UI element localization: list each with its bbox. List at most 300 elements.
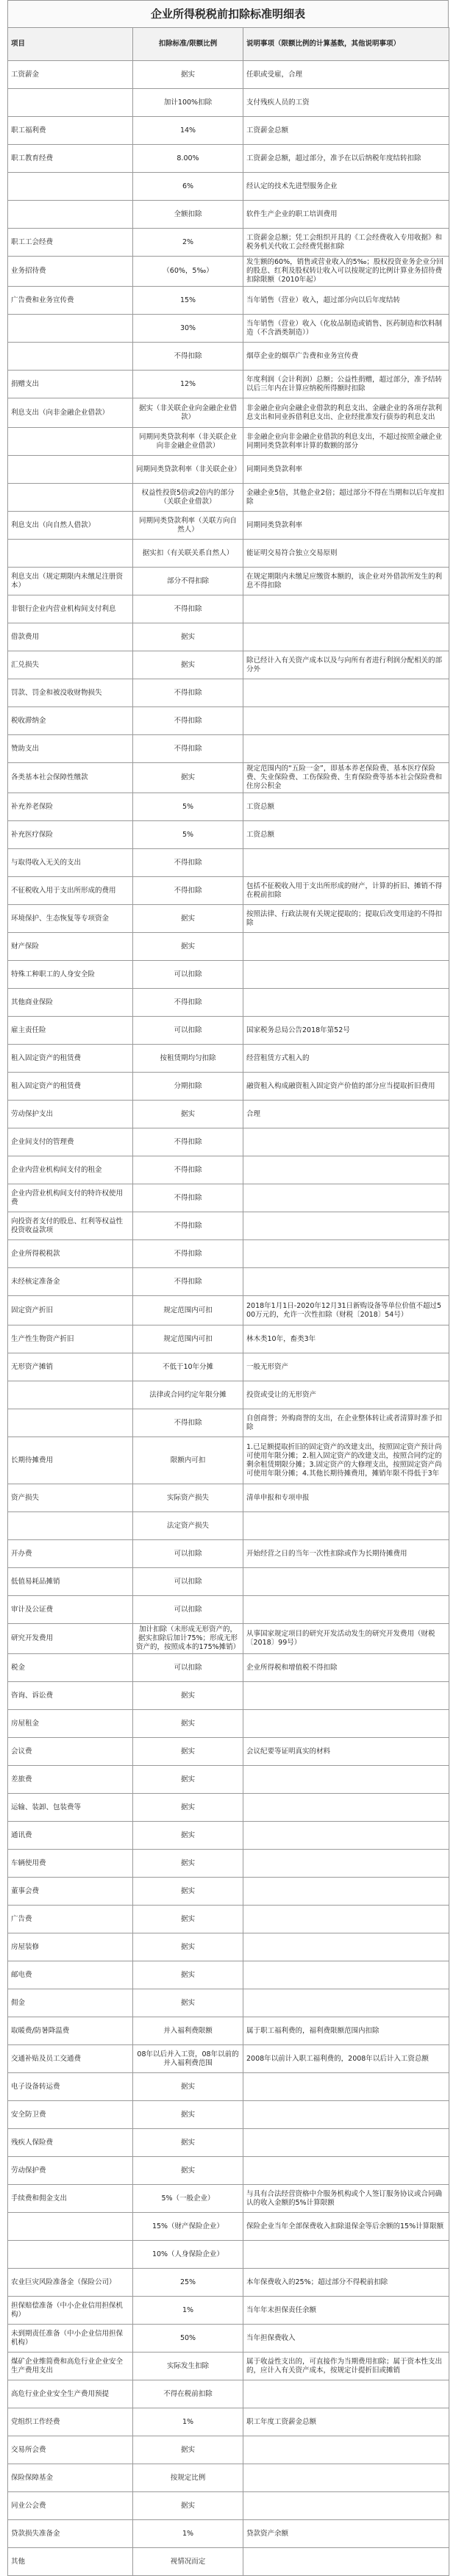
row-item: 同业公会费 xyxy=(8,2492,133,2520)
row-item xyxy=(8,484,133,512)
row-item: 电子设备转运费 xyxy=(8,2073,133,2101)
row-item: 租入固定资产的租赁费 xyxy=(8,1073,133,1101)
row-item: 工资薪金 xyxy=(8,61,133,89)
table-row xyxy=(8,1437,449,1484)
row-notes xyxy=(243,2129,449,2157)
table-row xyxy=(8,651,449,679)
row-standard: 据实 xyxy=(133,2073,243,2101)
row-item: 保险保障基金 xyxy=(8,2464,133,2492)
row-notes xyxy=(243,1989,449,2017)
row-item: 借款费用 xyxy=(8,623,133,651)
row-notes: 规定范围内的“五险一金”，即基本养老保险费、基本医疗保险费、失业保险费、工伤保险费、生育保险费等基本社会保险费和住房公积金 xyxy=(243,763,449,793)
row-item: 差旅费 xyxy=(8,1766,133,1794)
row-standard: 同期同类贷款利率（非关联企业） xyxy=(133,456,243,484)
row-standard: 视情况而定 xyxy=(133,2548,243,2576)
row-standard: 不得扣除 xyxy=(133,343,243,371)
row-standard: 可以扣除 xyxy=(133,961,243,989)
row-notes xyxy=(243,1156,449,1184)
table-row xyxy=(8,2045,449,2073)
row-notes: 包括不征税收入用于支出所形成的财产，计算的折旧、摊销不得在税前扣除 xyxy=(243,877,449,905)
row-item: 房屋装修 xyxy=(8,1933,133,1961)
row-item xyxy=(8,315,133,343)
table-row xyxy=(8,1212,449,1240)
row-item: 罚款、罚金和被没收财物损失 xyxy=(8,679,133,707)
row-item: 职工教育经费 xyxy=(8,145,133,173)
table-row xyxy=(8,1184,449,1212)
row-item: 交易所会费 xyxy=(8,2436,133,2464)
row-item: 咨询、诉讼费 xyxy=(8,1682,133,1710)
table-row xyxy=(8,1484,449,1512)
row-standard: 可以扣除 xyxy=(133,1568,243,1596)
table-row xyxy=(8,1738,449,1766)
row-standard: 不得扣除 xyxy=(133,707,243,735)
row-item: 不征税收入用于支出所形成的费用 xyxy=(8,877,133,905)
row-notes: 贷款资产余额 xyxy=(243,2520,449,2548)
row-notes: 非金融企业向金融企业借款的利息支出、金融企业的各项存款利息支出和同业拆借利息支出、企业经批准发行债券的利息支出 xyxy=(243,398,449,428)
row-item: 取暖费/防暑降温费 xyxy=(8,2017,133,2045)
row-standard: 据实 xyxy=(133,1822,243,1850)
row-standard: 据实 xyxy=(133,905,243,933)
row-item: 研究开发费用 xyxy=(8,1624,133,1654)
row-notes: 经营租赁方式租入的 xyxy=(243,1045,449,1073)
row-standard: 据实 xyxy=(133,1710,243,1738)
row-item: 党组织工作经费 xyxy=(8,2408,133,2436)
row-standard: 据实 xyxy=(133,1906,243,1933)
table-row xyxy=(8,1682,449,1710)
table-row xyxy=(8,2073,449,2101)
table-row xyxy=(8,2269,449,2297)
table-row xyxy=(8,1654,449,1682)
row-standard: 不得扣除 xyxy=(133,1128,243,1156)
row-standard: 法律或合同约定年限分摊 xyxy=(133,1381,243,1409)
table-row xyxy=(8,2325,449,2353)
row-standard: 1% xyxy=(133,2520,243,2548)
row-standard: 权益性投资5倍或2倍内的部分（关联企业借款） xyxy=(133,484,243,512)
table-row xyxy=(8,1409,449,1437)
row-notes: 开始经营之日的当年一次性扣除或作为长期待摊费用 xyxy=(243,1540,449,1568)
row-item: 生产性生物资产折旧 xyxy=(8,1325,133,1353)
row-notes xyxy=(243,933,449,961)
row-standard: 14% xyxy=(133,117,243,145)
table-row xyxy=(8,1624,449,1654)
row-standard: 12% xyxy=(133,371,243,398)
row-standard: 按规定比例 xyxy=(133,2464,243,2492)
row-notes: 与具有合法经营资格中介服务机构或个人签订服务协议或合同确认的收入金额的5%计算限额 xyxy=(243,2185,449,2213)
row-notes xyxy=(243,707,449,735)
table-row xyxy=(8,2548,449,2576)
row-notes xyxy=(243,989,449,1017)
row-standard: 不得扣除 xyxy=(133,679,243,707)
row-standard: 30% xyxy=(133,315,243,343)
table-row xyxy=(8,933,449,961)
table-row xyxy=(8,1073,449,1101)
row-notes: 从事国家规定项目的研究开发活动发生的研究开发费用（财税〔2018〕99号） xyxy=(243,1624,449,1654)
row-notes: 烟草企业的烟草广告费和业务宣传费 xyxy=(243,343,449,371)
row-standard: 6% xyxy=(133,173,243,201)
table-row xyxy=(8,257,449,287)
row-item xyxy=(8,428,133,456)
row-item: 补充医疗保险 xyxy=(8,821,133,849)
row-standard: 同期同类贷款利率（关联方向自然人） xyxy=(133,512,243,540)
row-standard: 据实 xyxy=(133,1961,243,1989)
row-notes: 发生额的60%，销售或营业收入的5‰；股权投资业务企业分回的股息、红利及股权转让收入可以按规定的比例计算业务招待费扣除限额（2010年起） xyxy=(243,257,449,287)
row-item: 房屋租金 xyxy=(8,1710,133,1738)
table-row xyxy=(8,877,449,905)
row-notes xyxy=(243,1850,449,1878)
row-standard: 不得在税前扣除 xyxy=(133,2380,243,2408)
row-item: 煤矿企业维简费和高危行业企业安全生产费用支出 xyxy=(8,2353,133,2380)
row-notes: 同期同类贷款利率 xyxy=(243,456,449,484)
row-item xyxy=(8,540,133,568)
row-notes: 任职或受雇，合理 xyxy=(243,61,449,89)
row-notes: 在规定期限内未缴足应缴资本额的，该企业对外借款所发生的利息不得扣除 xyxy=(243,568,449,595)
row-notes: 2018年1月1日-2020年12月31日新购设备等单位价值不超过500万元的，允许一次性扣除（财税〔2018〕54号） xyxy=(243,1296,449,1325)
table-row xyxy=(8,1540,449,1568)
row-standard: 不得扣除 xyxy=(133,1156,243,1184)
table-row xyxy=(8,2380,449,2408)
table-row xyxy=(8,2185,449,2213)
table-row xyxy=(8,484,449,512)
row-item: 劳动保护支出 xyxy=(8,1101,133,1128)
row-item xyxy=(8,173,133,201)
row-notes: 清单申报和专项申报 xyxy=(243,1484,449,1512)
row-standard: 不得扣除 xyxy=(133,989,243,1017)
document-page xyxy=(7,0,449,2576)
row-standard: 加计扣除（未形成无形资产的，据实扣除后加计75%；形成无形资产的，按照成本的175%摊销） xyxy=(133,1624,243,1654)
row-standard: 可以扣除 xyxy=(133,1596,243,1624)
row-notes: 当年销售（营业）收入，超过部分向以后年度结转 xyxy=(243,287,449,315)
row-item xyxy=(8,2241,133,2269)
row-item: 担保赔偿准备（中小企业信用担保机构） xyxy=(8,2297,133,2325)
table-row xyxy=(8,1268,449,1296)
row-item: 其他商业保险 xyxy=(8,989,133,1017)
row-item: 业务招待费 xyxy=(8,257,133,287)
row-item: 补充养老保险 xyxy=(8,793,133,821)
row-item: 无形资产摊销 xyxy=(8,1353,133,1381)
table-row xyxy=(8,371,449,398)
row-item: 捐赠支出 xyxy=(8,371,133,398)
row-item: 企业内营业机构间支付的租金 xyxy=(8,1156,133,1184)
table-row xyxy=(8,1156,449,1184)
row-item: 职工工会经费 xyxy=(8,229,133,257)
row-notes: 1.已足额提取折旧的固定资产的改建支出，按照固定资产预计尚可使用年限分摊；2.租入固定资产的改建支出，按照合同约定的剩余租赁期限分摊；3.固定资产的大修理支出，按照固定资产尚可使用年限分摊；4.其他长期待摊费用，摊销年限不得低于3年 xyxy=(243,1437,449,1484)
table-row xyxy=(8,2464,449,2492)
row-notes xyxy=(243,2380,449,2408)
row-standard: 可以扣除 xyxy=(133,1017,243,1045)
row-standard: 据实 xyxy=(133,623,243,651)
table-row xyxy=(8,849,449,877)
table-row xyxy=(8,2492,449,2520)
row-standard: 限额内可扣 xyxy=(133,1437,243,1484)
row-standard: （60%，5‰） xyxy=(133,257,243,287)
row-standard: 据实 xyxy=(133,1101,243,1128)
table-row xyxy=(8,1710,449,1738)
row-standard: 同期同类贷款利率（非关联企业向非金融企业借款） xyxy=(133,428,243,456)
row-item: 其他 xyxy=(8,2548,133,2576)
row-notes xyxy=(243,735,449,763)
table-row xyxy=(8,1045,449,1073)
table-row xyxy=(8,568,449,595)
table-row xyxy=(8,315,449,343)
row-standard: 50% xyxy=(133,2325,243,2353)
row-standard: 据实 xyxy=(133,1989,243,2017)
row-standard: 据实 xyxy=(133,1682,243,1710)
table-row xyxy=(8,1850,449,1878)
row-standard: 不得扣除 xyxy=(133,877,243,905)
row-notes xyxy=(243,1961,449,1989)
table-row xyxy=(8,1906,449,1933)
table-row xyxy=(8,428,449,456)
row-standard: 8.00% xyxy=(133,145,243,173)
row-item: 董事会费 xyxy=(8,1878,133,1906)
row-notes: 软件生产企业的职工培训费用 xyxy=(243,201,449,229)
row-notes xyxy=(243,1268,449,1296)
row-standard: 并入福利费限额 xyxy=(133,2017,243,2045)
row-standard: 据实扣（有关联关系自然人） xyxy=(133,540,243,568)
row-item: 各类基本社会保障性缴款 xyxy=(8,763,133,793)
row-notes xyxy=(243,1212,449,1240)
table-row xyxy=(8,1822,449,1850)
row-notes: 能证明交易符合独立交易原则 xyxy=(243,540,449,568)
table-row xyxy=(8,512,449,540)
table-row xyxy=(8,173,449,201)
table-row xyxy=(8,2101,449,2129)
row-notes xyxy=(243,2548,449,2576)
row-item: 开办费 xyxy=(8,1540,133,1568)
row-notes xyxy=(243,2073,449,2101)
table-row xyxy=(8,287,449,315)
row-standard: 据实 xyxy=(133,2157,243,2185)
row-notes xyxy=(243,1568,449,1596)
row-standard: 加计100%扣除 xyxy=(133,89,243,117)
row-standard: 据实 xyxy=(133,1738,243,1766)
table-row xyxy=(8,1989,449,2017)
row-item: 企业间支付的管理费 xyxy=(8,1128,133,1156)
row-notes xyxy=(243,2157,449,2185)
table-row xyxy=(8,2017,449,2045)
row-notes: 职工年度工资薪金总额 xyxy=(243,2408,449,2436)
row-standard: 规定范围内可扣 xyxy=(133,1325,243,1353)
row-notes: 融资租入构成融资租入固定资产价值的部分应当提取折旧费用 xyxy=(243,1073,449,1101)
row-notes: 工资总额 xyxy=(243,821,449,849)
table-row xyxy=(8,201,449,229)
row-standard: 据实 xyxy=(133,1766,243,1794)
table-row xyxy=(8,1017,449,1045)
row-item: 企业所得税税款 xyxy=(8,1240,133,1268)
row-standard: 不得扣除 xyxy=(133,1268,243,1296)
row-standard: 据实 xyxy=(133,1878,243,1906)
table-row xyxy=(8,905,449,933)
row-standard: 据实 xyxy=(133,1794,243,1822)
row-item: 安全防卫费 xyxy=(8,2101,133,2129)
row-item: 雇主责任险 xyxy=(8,1017,133,1045)
row-item xyxy=(8,1409,133,1437)
table-row xyxy=(8,2408,449,2436)
table-row xyxy=(8,2129,449,2157)
row-standard: 规定范围内可扣 xyxy=(133,1296,243,1325)
row-notes: 经认定的技术先进型服务企业 xyxy=(243,173,449,201)
row-item xyxy=(8,2213,133,2241)
table-row xyxy=(8,707,449,735)
table-row xyxy=(8,1128,449,1156)
table-row xyxy=(8,961,449,989)
row-notes xyxy=(243,1878,449,1906)
row-item: 车辆使用费 xyxy=(8,1850,133,1878)
row-item: 税金 xyxy=(8,1654,133,1682)
row-item: 利息支出（规定期限内未缴足注册资本） xyxy=(8,568,133,595)
table-row xyxy=(8,2213,449,2241)
row-notes xyxy=(243,2436,449,2464)
table-row xyxy=(8,1568,449,1596)
row-item: 赞助支出 xyxy=(8,735,133,763)
header-item: 项目 xyxy=(8,28,133,61)
row-standard: 据实 xyxy=(133,1933,243,1961)
row-standard: 按租赁期均匀扣除 xyxy=(133,1045,243,1073)
row-notes: 按照法律、行政法规有关规定提取的；提取后改变用途的不得扣除 xyxy=(243,905,449,933)
row-standard: 据实 xyxy=(133,2492,243,2520)
table-row xyxy=(8,821,449,849)
row-item: 资产损失 xyxy=(8,1484,133,1512)
row-notes xyxy=(243,623,449,651)
row-standard: 1% xyxy=(133,2297,243,2325)
row-standard: 据实 xyxy=(133,763,243,793)
deduction-table xyxy=(7,27,449,2576)
row-notes xyxy=(243,2464,449,2492)
table-row xyxy=(8,1353,449,1381)
row-item: 交通补贴及员工交通费 xyxy=(8,2045,133,2073)
row-standard: 15%（财产保险企业） xyxy=(133,2213,243,2241)
table-row xyxy=(8,2157,449,2185)
row-notes xyxy=(243,1710,449,1738)
row-standard: 分期扣除 xyxy=(133,1073,243,1101)
row-notes: 本年保费收入的25%；超过部分不得税前扣除 xyxy=(243,2269,449,2297)
row-item: 利息支出（向非金融企业借款） xyxy=(8,398,133,428)
row-standard: 10%（人身保险企业） xyxy=(133,2241,243,2269)
table-row xyxy=(8,2353,449,2380)
row-standard: 5% xyxy=(133,821,243,849)
row-item: 与取得收入无关的支出 xyxy=(8,849,133,877)
row-item: 佣金 xyxy=(8,1989,133,2017)
row-standard: 08年以后并入工资，08年以前的并入福利费范围 xyxy=(133,2045,243,2073)
row-notes: 2008年以前计入职工福利费的，2008年以后计入工资总额 xyxy=(243,2045,449,2073)
row-standard: 据实 xyxy=(133,651,243,679)
row-notes: 非金融企业向非金融企业借款的利息支出，不超过按照金融企业同期同类贷款利率计算的数额的部分 xyxy=(243,428,449,456)
row-item: 农业巨灾风险准备金（保险公司） xyxy=(8,2269,133,2297)
row-notes xyxy=(243,1596,449,1624)
row-item: 广告费 xyxy=(8,1906,133,1933)
row-item: 向投资者支付的股息、红利等权益性投资收益款项 xyxy=(8,1212,133,1240)
table-row xyxy=(8,2297,449,2325)
table-row xyxy=(8,989,449,1017)
row-item: 广告费和业务宣传费 xyxy=(8,287,133,315)
row-item: 劳动保护费 xyxy=(8,2157,133,2185)
row-notes: 属于职工福利费的，福利费限额范围内扣除 xyxy=(243,2017,449,2045)
row-notes xyxy=(243,2492,449,2520)
table-row xyxy=(8,623,449,651)
row-notes: 自创商誉；外购商誉的支出，在企业整体转让或者清算时准予扣除 xyxy=(243,1409,449,1437)
row-item xyxy=(8,456,133,484)
table-row xyxy=(8,117,449,145)
row-standard: 全额扣除 xyxy=(133,201,243,229)
table-row xyxy=(8,679,449,707)
row-standard: 不得扣除 xyxy=(133,595,243,623)
row-item: 残疾人保险费 xyxy=(8,2129,133,2157)
table-row xyxy=(8,398,449,428)
row-standard: 法定资产损失 xyxy=(133,1512,243,1540)
table-row xyxy=(8,2520,449,2548)
row-notes: 林木类10年，畜类3年 xyxy=(243,1325,449,1353)
row-item: 特殊工种职工的人身安全险 xyxy=(8,961,133,989)
table-row xyxy=(8,1596,449,1624)
row-notes: 企业所得税和增值税不得扣除 xyxy=(243,1654,449,1682)
row-item: 贷款损失准备金 xyxy=(8,2520,133,2548)
row-notes xyxy=(243,1682,449,1710)
row-notes xyxy=(243,849,449,877)
row-notes: 支付残疾人员的工资 xyxy=(243,89,449,117)
row-item: 未到期责任准备（中小企业信用担保机构） xyxy=(8,2325,133,2353)
row-item xyxy=(8,1381,133,1409)
row-standard: 25% xyxy=(133,2269,243,2297)
row-item: 邮电费 xyxy=(8,1961,133,1989)
row-standard: 据实 xyxy=(133,933,243,961)
table-row xyxy=(8,1961,449,1989)
row-standard: 不得扣除 xyxy=(133,735,243,763)
row-notes: 当年年末担保责任余额 xyxy=(243,2297,449,2325)
table-row xyxy=(8,540,449,568)
row-standard: 可以扣除 xyxy=(133,1654,243,1682)
row-standard: 2% xyxy=(133,229,243,257)
row-notes: 工资薪金总额，超过部分，准予在以后纳税年度结转扣除 xyxy=(243,145,449,173)
table-row xyxy=(8,343,449,371)
row-item: 利息支出（向自然人借款） xyxy=(8,512,133,540)
row-standard: 不得扣除 xyxy=(133,1212,243,1240)
table-row xyxy=(8,1240,449,1268)
document-title: 企业所得税税前扣除标准明细表 xyxy=(7,0,449,27)
row-item: 环境保护、生态恢复等专项资金 xyxy=(8,905,133,933)
header-standard: 扣除标准/限额比例 xyxy=(133,28,243,61)
row-standard: 15% xyxy=(133,287,243,315)
row-standard: 不低于10年分摊 xyxy=(133,1353,243,1381)
row-standard: 可以扣除 xyxy=(133,1540,243,1568)
row-item: 低值易耗品摊销 xyxy=(8,1568,133,1596)
table-row xyxy=(8,1296,449,1325)
row-notes: 金融企业5倍，其他企业2倍；超过部分不得在当期和以后年度扣除 xyxy=(243,484,449,512)
row-notes xyxy=(243,679,449,707)
row-item: 汇兑损失 xyxy=(8,651,133,679)
row-notes: 会议纪要等证明真实的材料 xyxy=(243,1738,449,1766)
row-notes xyxy=(243,961,449,989)
row-standard: 5%（一般企业） xyxy=(133,2185,243,2213)
row-notes: 属于收益性支出的，可直接作为当期费用扣除；属于资本性支出的，应计入有关资产成本，按规定计提折旧或摊销 xyxy=(243,2353,449,2380)
row-standard: 不得扣除 xyxy=(133,1409,243,1437)
row-item: 会议费 xyxy=(8,1738,133,1766)
row-notes: 投资或受让的无形资产 xyxy=(243,1381,449,1409)
row-notes: 年度利润（会计利润）总额；公益性捐赠，超过部分，准予结转以后三年内在计算应纳税所得额时扣除 xyxy=(243,371,449,398)
row-item: 税收滞纳金 xyxy=(8,707,133,735)
table-row xyxy=(8,1794,449,1822)
row-notes xyxy=(243,1184,449,1212)
row-item: 通讯费 xyxy=(8,1822,133,1850)
row-notes xyxy=(243,595,449,623)
table-row xyxy=(8,1381,449,1409)
header-notes: 说明事项（限额比例的计算基数，其他说明事项） xyxy=(243,28,449,61)
row-standard: 不得扣除 xyxy=(133,849,243,877)
row-notes xyxy=(243,1512,449,1540)
table-row xyxy=(8,89,449,117)
table-row xyxy=(8,763,449,793)
row-notes xyxy=(243,1822,449,1850)
row-item xyxy=(8,343,133,371)
